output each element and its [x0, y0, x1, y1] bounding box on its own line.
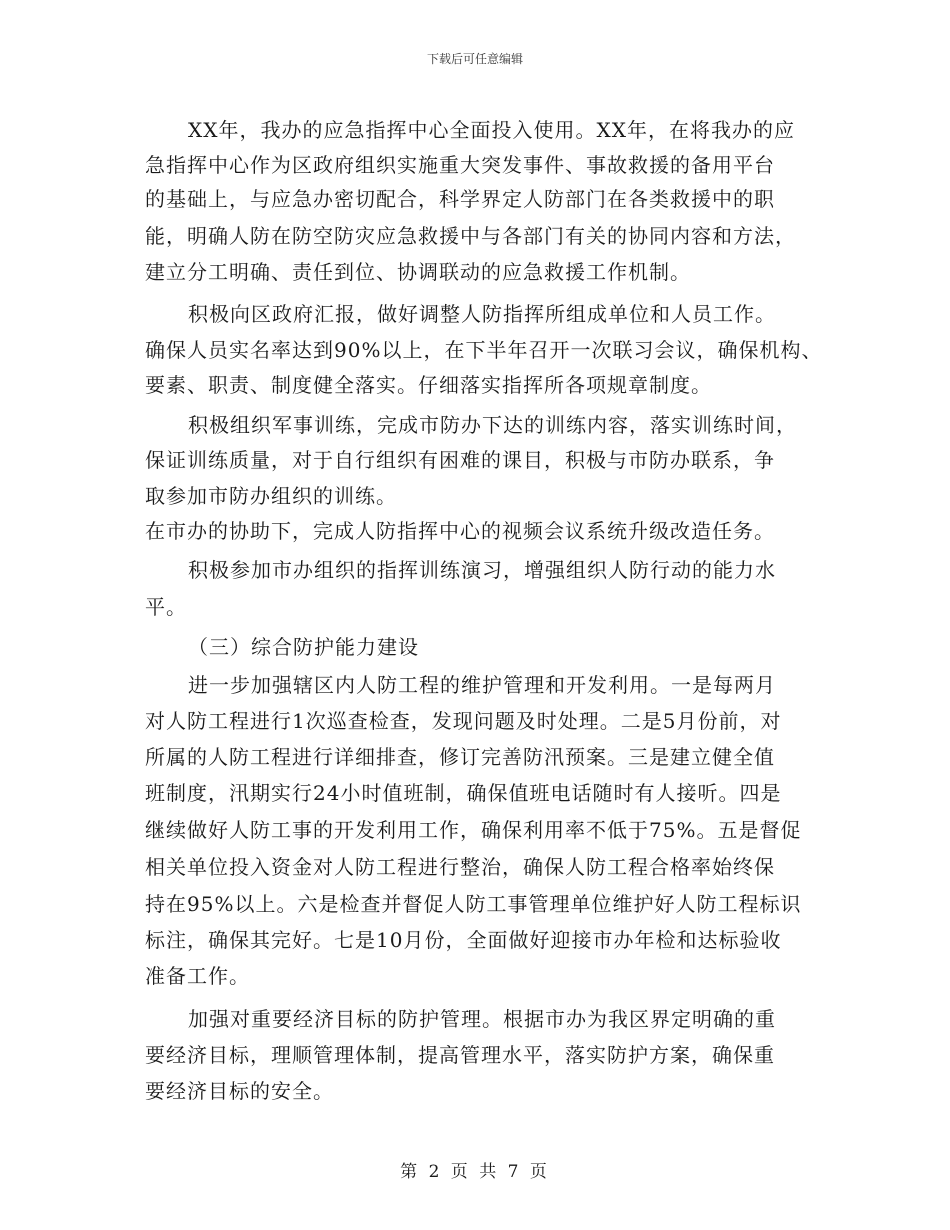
body-line: 准备工作。 [145, 964, 250, 988]
body-line: 对人防工程进行1次巡查检查，发现问题及时处理。二是5月份前，对 [145, 709, 782, 733]
body-line: 持在95%以上。六是检查并督促人防工事管理单位维护好人防工程标识 [145, 892, 802, 916]
body-line: 保证训练质量，对于自行组织有困难的课目，积极与市防办联系，争 [145, 448, 775, 472]
body-line: 积极组织军事训练，完成市防办下达的训练内容，落实训练时间， [188, 413, 797, 437]
body-line: XX年，我办的应急指挥中心全面投入使用。XX年，在将我办的应 [188, 118, 795, 142]
body-line: 要素、职责、制度健全落实。仔细落实指挥所各项规章制度。 [145, 373, 712, 397]
page-footer: 第 2 页 共 7 页 [400, 1162, 550, 1182]
body-line: 积极向区政府汇报，做好调整人防指挥所组成单位和人员工作。 [188, 302, 776, 326]
body-line: 相关单位投入资金对人防工程进行整治，确保人防工程合格率始终保 [145, 855, 775, 879]
body-line: 建立分工明确、责任到位、协调联动的应急救援工作机制。 [145, 260, 691, 284]
body-line: 加强对重要经济目标的防护管理。根据市办为我区界定明确的重 [188, 1007, 776, 1031]
body-line: 要经济目标，理顺管理体制，提高管理水平，落实防护方案，确保重 [145, 1043, 775, 1067]
body-line: 取参加市防办组织的训练。 [145, 484, 397, 508]
body-line: 班制度，汛期实行24小时值班制，确保值班电话随时有人接听。四是 [145, 781, 782, 805]
body-line: 平。 [145, 595, 187, 619]
body-line: 要经济目标的安全。 [145, 1079, 334, 1103]
body-line: 在市办的协助下，完成人防指挥中心的视频会议系统升级改造任务。 [145, 519, 775, 543]
body-line: 能，明确人防在防空防灾应急救援中与各部门有关的协同内容和方法， [145, 224, 796, 248]
body-line: 急指挥中心作为区政府组织实施重大突发事件、事故救援的备用平台 [145, 153, 775, 177]
body-line: 所属的人防工程进行详细排查，修订完善防汛预案。三是建立健全值 [145, 745, 775, 769]
body-line: 继续做好人防工事的开发利用工作，确保利用率不低于75%。五是督促 [145, 818, 802, 842]
body-line: 积极参加市办组织的指挥训练演习，增强组织人防行动的能力水 [188, 558, 776, 582]
body-line: 标注，确保其完好。七是10月份，全面做好迎接市办年检和达标验收 [145, 928, 782, 952]
section-heading: （三）综合防护能力建设 [188, 635, 419, 659]
page-header: 下载后可任意编辑 [426, 52, 523, 66]
body-line: 确保人员实名率达到90%以上，在下半年召开一次联习会议，确保机构、 [145, 338, 823, 362]
body-line: 的基础上，与应急办密切配合，科学界定人防部门在各类救援中的职 [145, 187, 775, 211]
body-line: 进一步加强辖区内人防工程的维护管理和开发利用。一是每两月 [188, 673, 776, 697]
